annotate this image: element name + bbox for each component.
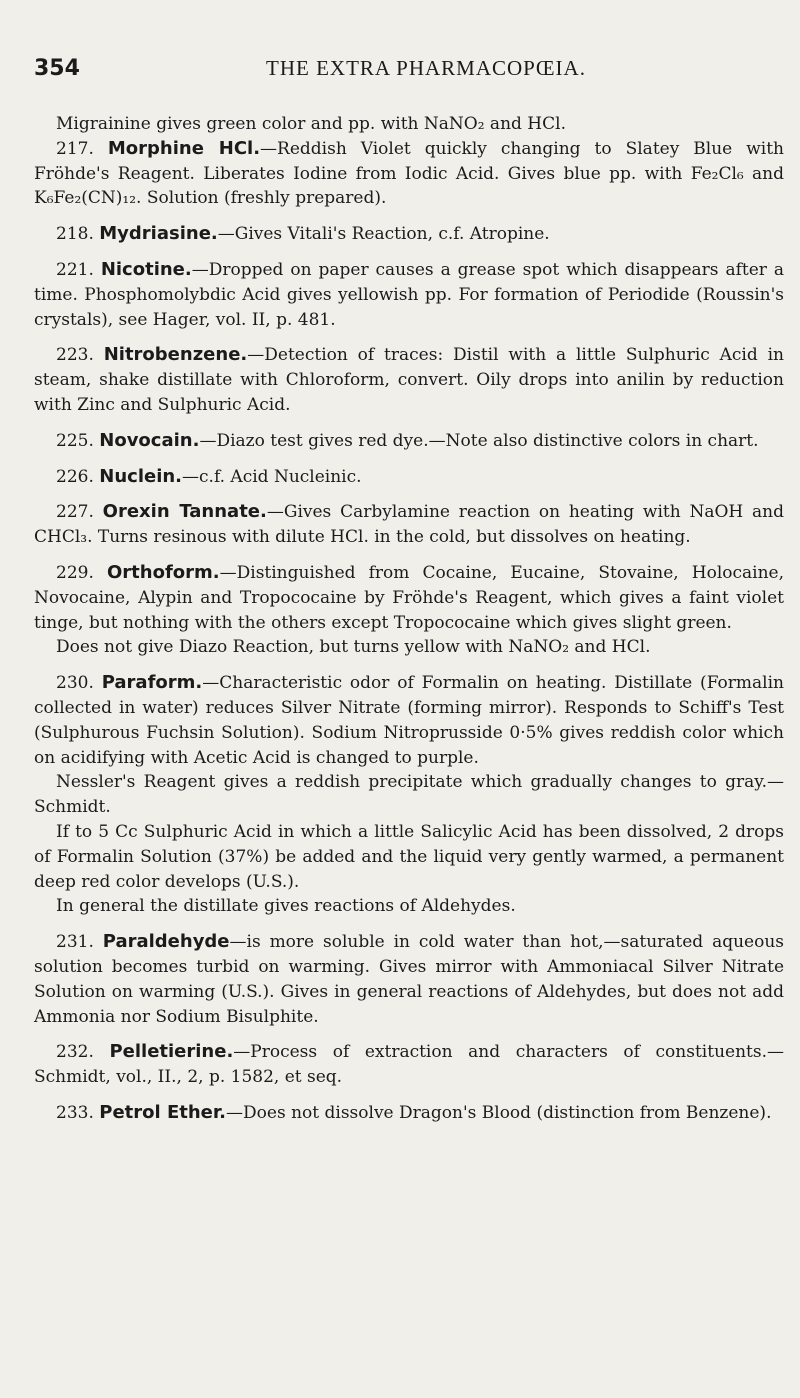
- entry-text: —Distinguished from Cocaine, Eucaine, Stovaine, Holocaine, Novocaine, Alypin and Tropococaine by Fröhde's Reagent, which gives a faint violet tinge, but nothing with the others except Tropococaine which gives slight green.: [34, 562, 785, 633]
- entry-number: 223.: [56, 345, 94, 366]
- entry-heading: Paraform.: [101, 672, 203, 694]
- entry-migrainine: Migrainine gives green color and pp. with NaNO₂ and HCl.: [56, 114, 566, 134]
- entry-heading: Nicotine.: [100, 258, 192, 280]
- entry-number: 221.: [56, 259, 94, 280]
- entry-heading: Pelletierine.: [109, 1041, 234, 1063]
- entry-225: [34, 429, 784, 454]
- entry-231: [34, 930, 784, 1029]
- entry-230: [34, 671, 784, 770]
- entry-number: 233.: [56, 1102, 94, 1123]
- entry-number: 231.: [56, 932, 94, 953]
- entry-230-paragraph-3: If to 5 Cc Sulphuric Acid in which a little Salicylic Acid has been dissolved, 2 drops of Formalin Solution (37%) be added and the liquid very gently warmed, a permanent deep red color develops (U.S.).: [34, 821, 784, 892]
- entry-heading: Nitrobenzene.: [103, 344, 248, 366]
- entry-number: 226.: [56, 466, 94, 487]
- entry-number: 225.: [56, 430, 94, 451]
- entry-230-paragraph-4: In general the distillate gives reactions of Aldehydes.: [56, 896, 516, 917]
- entry-221: [34, 258, 784, 332]
- entry-223: [34, 343, 784, 417]
- entry-number: 217.: [56, 138, 94, 159]
- entry-text: —c.f. Acid Nucleinic.: [182, 466, 362, 487]
- entry-text: —Diazo test gives red dye.—Note also distinctive colors in chart.: [199, 430, 759, 451]
- entry-233: [34, 1101, 784, 1126]
- entry-text: —Reddish Violet quickly changing to Slatey Blue with Fröhde's Reagent. Liberates Iodine from Iodic Acid. Gives blue pp. with Fe₂Cl₆ and K₆Fe₂(CN)₁₂. Solution (freshly prepared).: [34, 138, 784, 209]
- entry-232: [34, 1040, 784, 1090]
- entry-text: —Does not dissolve Dragon's Blood (distinction from Benzene).: [226, 1102, 772, 1123]
- entry-217: [34, 137, 784, 211]
- entry-text: —Dropped on paper causes a grease spot which disappears after a time. Phosphomolybdic Acid gives yellowish pp. For formation of Periodide (Roussin's crystals), see Hager, vol. II, p. 481.: [34, 259, 784, 330]
- entry-number: 229.: [56, 562, 94, 583]
- entry-heading: Morphine HCl.: [107, 137, 261, 159]
- entry-text: —Gives Carbylamine reaction on heating with NaOH and CHCl₃. Turns resinous with dilute HCl. in the cold, but dissolves on heating.: [34, 502, 785, 548]
- entry-number: 218.: [56, 224, 94, 245]
- entry-text: —Gives Vitali's Reaction, c.f. Atropine.: [217, 224, 550, 245]
- entry-heading: Orexin Tannate.: [102, 501, 267, 523]
- entry-heading: Petrol Ether.: [99, 1101, 227, 1123]
- entry-230-paragraph-2: Nessler's Reagent gives a reddish precipitate which gradually changes to gray.—Schmidt.: [34, 772, 784, 818]
- entry-heading: Mydriasine.: [99, 223, 218, 245]
- entry-226: [34, 465, 784, 490]
- entry-heading: Novocain.: [99, 429, 200, 451]
- entry-number: 227.: [56, 502, 94, 523]
- entry-229-paragraph-2: Does not give Diazo Reaction, but turns yellow with NaNO₂ and HCl.: [56, 637, 651, 658]
- entry-text: —Process of extraction and characters of constituents.—Schmidt, vol., II., 2, p. 1582, et seq.: [34, 1042, 784, 1088]
- entry-number: 232.: [56, 1042, 94, 1063]
- entry-number: 230.: [56, 673, 94, 694]
- page-number: 354: [34, 56, 80, 81]
- entry-text: —is more soluble in cold water than hot,—saturated aqueous solution becomes turbid on warming. Gives mirror with Ammoniacal Silver Nitrate Solution on warming (U.S.). Gives in general reactions of Aldehydes, but does not add Ammonia nor Sodium Bisulphite.: [34, 932, 784, 1027]
- entry-218: [34, 222, 784, 247]
- running-title: THE EXTRA PHARMACOPŒIA.: [266, 56, 586, 80]
- entry-text: —Characteristic odor of Formalin on heating. Distillate (Formalin collected in water) reduces Silver Nitrate (forming mirror). Responds to Schiff's Test (Sulphurous Fuchsin Solution). Sodium Nitroprusside 0·5% gives reddish color which on acidifying with Acetic Acid is changed to purple.: [34, 673, 784, 768]
- entry-text: —Detection of traces: Distil with a little Sulphuric Acid in steam, shake distillate with Chloroform, convert. Oily drops into anilin by reduction with Zinc and Sulphuric Acid.: [34, 345, 784, 415]
- page-header: [34, 56, 784, 82]
- entry-227: [34, 500, 784, 550]
- entry-heading: Paraldehyde: [102, 931, 230, 953]
- entry-229: [34, 561, 784, 635]
- page-body: [34, 112, 784, 1126]
- entry-heading: Nuclein.: [99, 465, 183, 487]
- entry-heading: Orthoform.: [106, 561, 220, 583]
